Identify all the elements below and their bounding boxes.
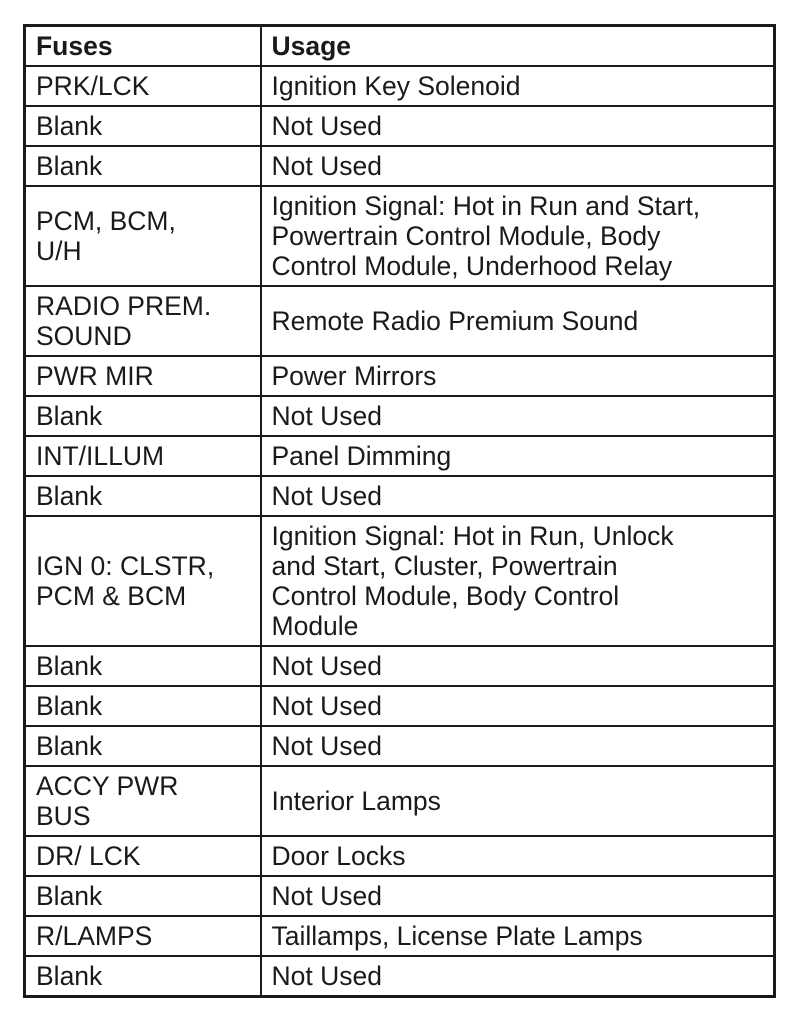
table-row xyxy=(25,646,775,686)
fuse-name-cell: DR/ LCK xyxy=(25,836,261,876)
fuse-usage-cell: Not Used xyxy=(261,476,775,516)
table-row xyxy=(25,516,775,646)
table-row xyxy=(25,146,775,186)
table-body xyxy=(25,66,775,997)
fuse-usage-cell: Not Used xyxy=(261,686,775,726)
fuse-usage-cell: Ignition Signal: Hot in Run and Start, Powertrain Control Module, Body Control Module, Underhood Relay xyxy=(261,186,775,286)
fuse-name-cell: Blank xyxy=(25,396,261,436)
table-row xyxy=(25,66,775,106)
fuse-usage-cell: Ignition Signal: Hot in Run, Unlock and Start, Cluster, Powertrain Control Module, Body Control Module xyxy=(261,516,775,646)
fuse-usage-cell: Taillamps, License Plate Lamps xyxy=(261,916,775,956)
fuse-name-cell: Blank xyxy=(25,646,261,686)
fuse-name-cell: Blank xyxy=(25,476,261,516)
fuse-name-cell: PRK/LCK xyxy=(25,66,261,106)
fuse-usage-cell: Panel Dimming xyxy=(261,436,775,476)
fuse-usage-cell: Not Used xyxy=(261,106,775,146)
fuse-usage-table xyxy=(23,24,776,998)
fuse-usage-cell: Ignition Key Solenoid xyxy=(261,66,775,106)
fuse-name-cell: Blank xyxy=(25,956,261,997)
fuse-name-cell: Blank xyxy=(25,686,261,726)
table-row xyxy=(25,186,775,286)
fuse-usage-cell: Interior Lamps xyxy=(261,766,775,836)
fuse-name-cell: Blank xyxy=(25,726,261,766)
fuse-usage-cell: Power Mirrors xyxy=(261,356,775,396)
fuse-usage-cell: Not Used xyxy=(261,876,775,916)
fuse-name-cell: Blank xyxy=(25,876,261,916)
column-header-usage: Usage xyxy=(261,26,775,67)
fuse-usage-cell: Not Used xyxy=(261,396,775,436)
table-header-row xyxy=(25,26,775,67)
table-row xyxy=(25,286,775,356)
table-row xyxy=(25,396,775,436)
fuse-usage-cell: Not Used xyxy=(261,726,775,766)
fuse-name-cell: IGN 0: CLSTR, PCM & BCM xyxy=(25,516,261,646)
table-row xyxy=(25,106,775,146)
fuse-name-cell: Blank xyxy=(25,106,261,146)
fuse-name-cell: PCM, BCM, U/H xyxy=(25,186,261,286)
fuse-usage-cell: Door Locks xyxy=(261,836,775,876)
column-header-fuses: Fuses xyxy=(25,26,261,67)
table-row xyxy=(25,436,775,476)
fuse-usage-cell: Not Used xyxy=(261,146,775,186)
fuse-name-cell: R/LAMPS xyxy=(25,916,261,956)
fuse-name-cell: ACCY PWR BUS xyxy=(25,766,261,836)
fuse-usage-cell: Not Used xyxy=(261,646,775,686)
table-row xyxy=(25,916,775,956)
table-row xyxy=(25,956,775,997)
fuse-usage-cell: Not Used xyxy=(261,956,775,997)
table-row xyxy=(25,726,775,766)
table-row xyxy=(25,686,775,726)
table-row xyxy=(25,766,775,836)
fuse-name-cell: INT/ILLUM xyxy=(25,436,261,476)
fuse-name-cell: PWR MIR xyxy=(25,356,261,396)
fuse-name-cell: Blank xyxy=(25,146,261,186)
table-row xyxy=(25,876,775,916)
fuse-usage-cell: Remote Radio Premium Sound xyxy=(261,286,775,356)
table-row xyxy=(25,476,775,516)
table-row xyxy=(25,836,775,876)
table-row xyxy=(25,356,775,396)
fuse-name-cell: RADIO PREM. SOUND xyxy=(25,286,261,356)
